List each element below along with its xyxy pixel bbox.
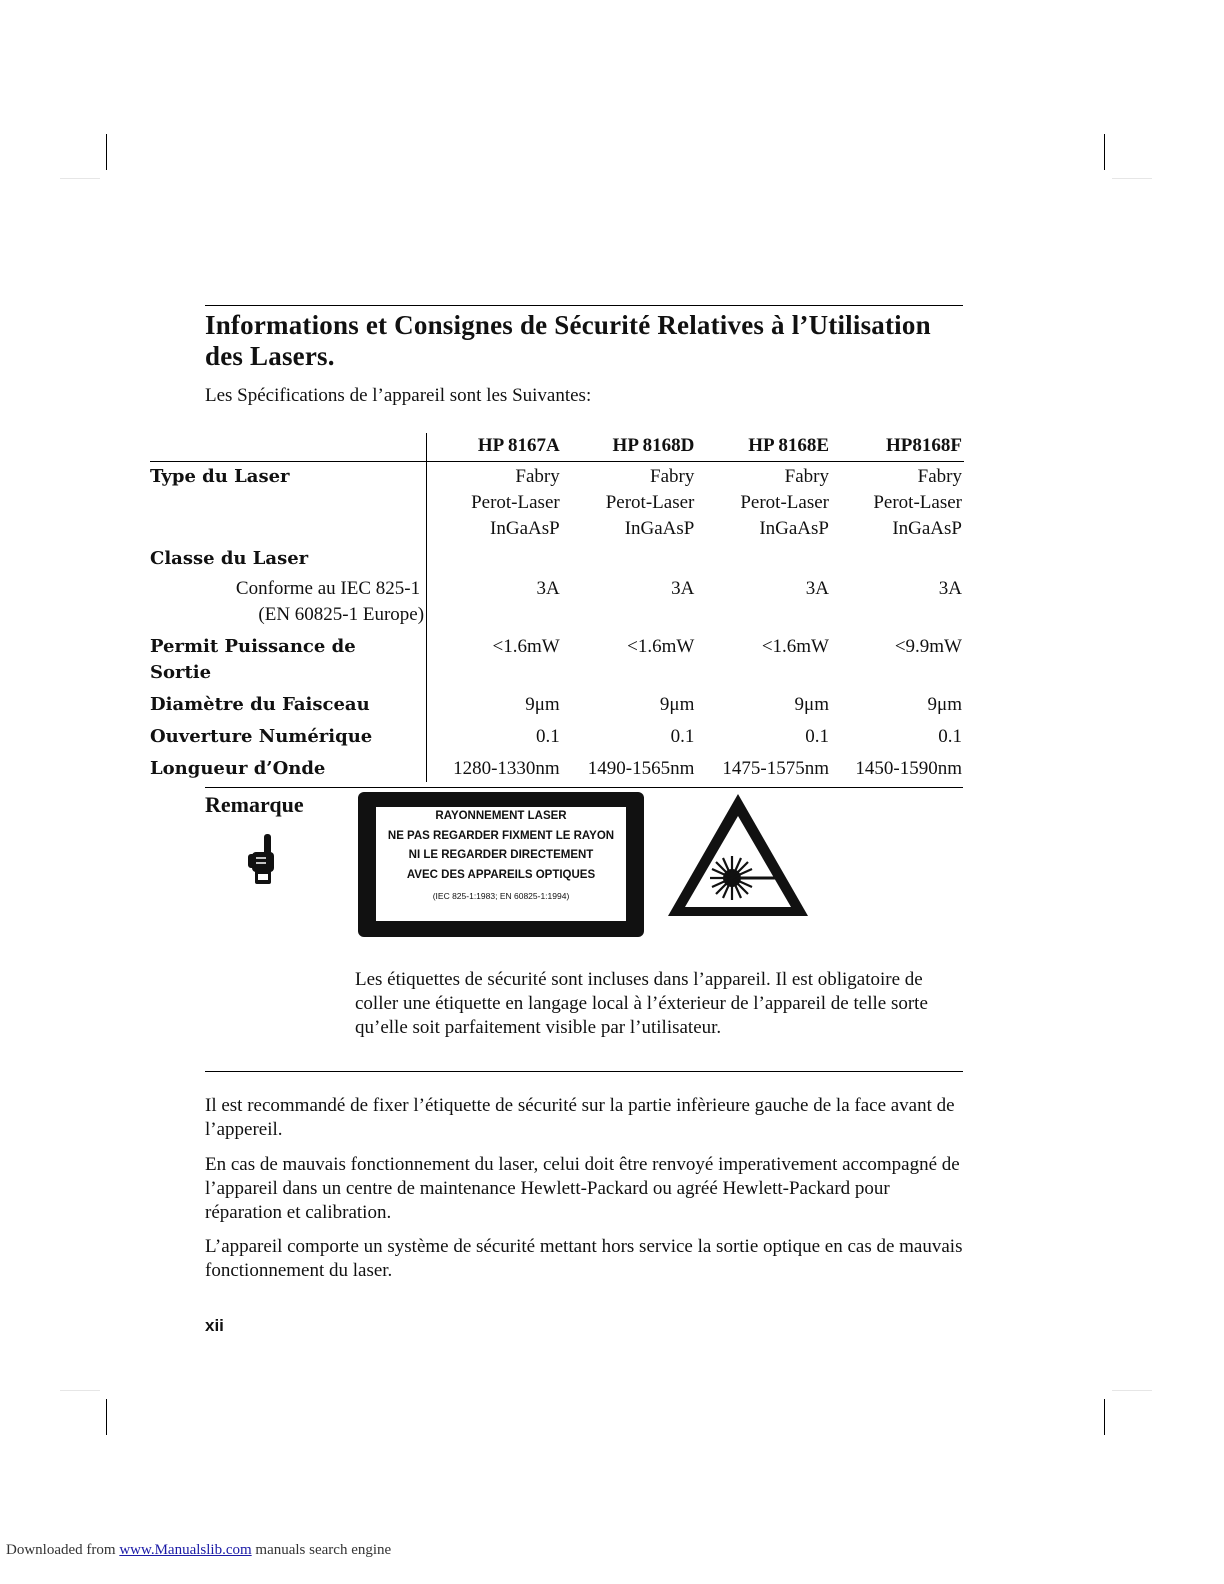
- table-cell: 3A: [536, 578, 560, 599]
- warning-label-text: [376, 807, 626, 921]
- table-row: [150, 750, 964, 782]
- row-sublabel: (EN 60825-1 Europe): [150, 602, 427, 628]
- table-row: [150, 602, 964, 628]
- column-header: HP 8168D: [562, 433, 697, 462]
- table-cell: [696, 462, 831, 543]
- table-cell: [427, 462, 562, 543]
- column-header: HP 8168E: [696, 433, 831, 462]
- cell-line: Perot-Laser: [471, 492, 560, 513]
- table-cell: 3A: [938, 578, 962, 599]
- table-cell: <9.9mW: [894, 636, 962, 657]
- cell-line: Perot-Laser: [873, 492, 962, 513]
- table-cell: [562, 602, 697, 628]
- cell-line: InGaAsP: [624, 518, 695, 539]
- table-cell: [831, 462, 964, 543]
- remarque-heading: Remarque: [205, 792, 304, 817]
- table-row: [150, 718, 964, 750]
- pointing-hand-icon: [242, 832, 282, 886]
- crop-mark: [1104, 1399, 1105, 1435]
- table-cell: 0.1: [805, 726, 829, 747]
- row-label: Type du Laser: [150, 462, 427, 543]
- laser-warning-label: [358, 792, 644, 937]
- crop-mark: [60, 1390, 100, 1391]
- remarque-bottom-rule: [205, 1071, 963, 1072]
- table-cell: 0.1: [938, 726, 962, 747]
- crop-mark: [106, 134, 107, 170]
- table-corner: [150, 433, 427, 462]
- table-row: [150, 628, 964, 686]
- warning-line: RAYONNEMENT LASER: [435, 810, 567, 822]
- table-cell: 1280-1330nm: [453, 758, 560, 779]
- table-cell: 9μm: [794, 694, 829, 715]
- cell-line: InGaAsP: [759, 518, 829, 539]
- table-cell: 0.1: [670, 726, 695, 747]
- cell-line: Fabry: [784, 466, 829, 487]
- remarque-top-rule: [205, 787, 963, 788]
- row-label: Diamètre du Faisceau: [150, 686, 427, 718]
- table-row: [150, 462, 964, 543]
- cell-line: Perot-Laser: [605, 492, 695, 513]
- row-sublabel: Conforme au IEC 825-1: [150, 572, 427, 602]
- row-label: Classe du Laser: [150, 542, 427, 572]
- table-cell: [427, 542, 562, 572]
- paragraph: Il est recommandé de fixer l’étiquette de sécurité sur la partie infèrieure gauche de la face avant de l’appereil.: [205, 1095, 955, 1140]
- footer-prefix: Downloaded from: [6, 1542, 120, 1558]
- crop-mark: [1104, 134, 1105, 170]
- crop-mark: [106, 1399, 107, 1435]
- page-title: Informations et Consignes de Sécurité Relatives à l’Utilisation des Lasers.: [205, 310, 931, 371]
- table-cell: 1490-1565nm: [587, 758, 695, 779]
- table-cell: <1.6mW: [761, 636, 829, 657]
- intro-text: Les Spécifications de l’appareil sont les Suivantes:: [205, 385, 592, 406]
- crop-mark: [1112, 178, 1152, 179]
- footer: [6, 1542, 391, 1559]
- table-row: [150, 572, 964, 602]
- row-label: Ouverture Numérique: [150, 718, 427, 750]
- warning-line: NE PAS REGARDER FIXMENT LE RAYON: [387, 829, 615, 842]
- warning-standard: (IEC 825-1:1983; EN 60825-1:1994): [432, 891, 570, 901]
- table-cell: [696, 602, 831, 628]
- table-cell: 3A: [671, 578, 695, 599]
- remarque-note: Les étiquettes de sécurité sont incluses dans l’appareil. Il est obligatoire de coller une étiquette en langage local à l’éxterieur de l’appareil de telle sorte qu’elle soit parfaitement visible par l’utilisateur.: [355, 969, 928, 1038]
- table-cell: 9μm: [525, 694, 560, 715]
- title-rule: [205, 305, 963, 306]
- table-cell: [427, 602, 562, 628]
- paragraph: L’appareil comporte un système de sécurité mettant hors service la sortie optique en cas de mauvais fonctionnement du laser.: [205, 1236, 963, 1281]
- table-cell: 9μm: [927, 694, 962, 715]
- table-cell: [562, 542, 697, 572]
- row-label: Permit Puissance de Sortie: [150, 628, 427, 686]
- table-cell: 0.1: [535, 726, 560, 747]
- table-cell: [831, 542, 964, 572]
- table-cell: <1.6mW: [627, 636, 695, 657]
- cell-line: Perot-Laser: [740, 492, 829, 513]
- table-cell: 3A: [805, 578, 829, 599]
- table-row: [150, 542, 964, 572]
- specifications-table: [150, 433, 964, 782]
- crop-mark: [1112, 1390, 1152, 1391]
- row-label: Longueur d’Onde: [150, 750, 427, 782]
- warning-line: AVEC DES APPAREILS OPTIQUES: [406, 868, 596, 881]
- laser-hazard-icon: [666, 792, 810, 920]
- manualslib-link[interactable]: www.Manualslib.com: [119, 1542, 252, 1558]
- table-cell: [562, 462, 697, 543]
- table-cell: 1450-1590nm: [855, 758, 962, 779]
- table-row: [150, 686, 964, 718]
- table-header-row: [150, 433, 964, 462]
- page-number: xii: [205, 1316, 224, 1335]
- footer-suffix: manuals search engine: [251, 1542, 392, 1558]
- warning-line: NI LE REGARDER DIRECTEMENT: [408, 849, 594, 861]
- column-header: HP 8167A: [427, 433, 562, 462]
- column-header: HP8168F: [831, 433, 964, 462]
- table-cell: 1475-1575nm: [722, 758, 829, 779]
- cell-line: InGaAsP: [490, 518, 560, 539]
- table-cell: [696, 542, 831, 572]
- cell-line: Fabry: [515, 466, 560, 487]
- table-cell: 9μm: [659, 694, 695, 715]
- cell-line: Fabry: [650, 466, 695, 487]
- crop-mark: [60, 178, 100, 179]
- table-cell: [831, 602, 964, 628]
- cell-line: Fabry: [917, 466, 962, 487]
- table-cell: <1.6mW: [492, 636, 560, 657]
- cell-line: InGaAsP: [892, 518, 962, 539]
- paragraph: En cas de mauvais fonctionnement du laser, celui doit être renvoyé imperativement accompagné de l’appareil dans un centre de maintenance Hewlett-Packard ou agréé Hewlett-Packard pour réparation et calibration.: [205, 1154, 960, 1223]
